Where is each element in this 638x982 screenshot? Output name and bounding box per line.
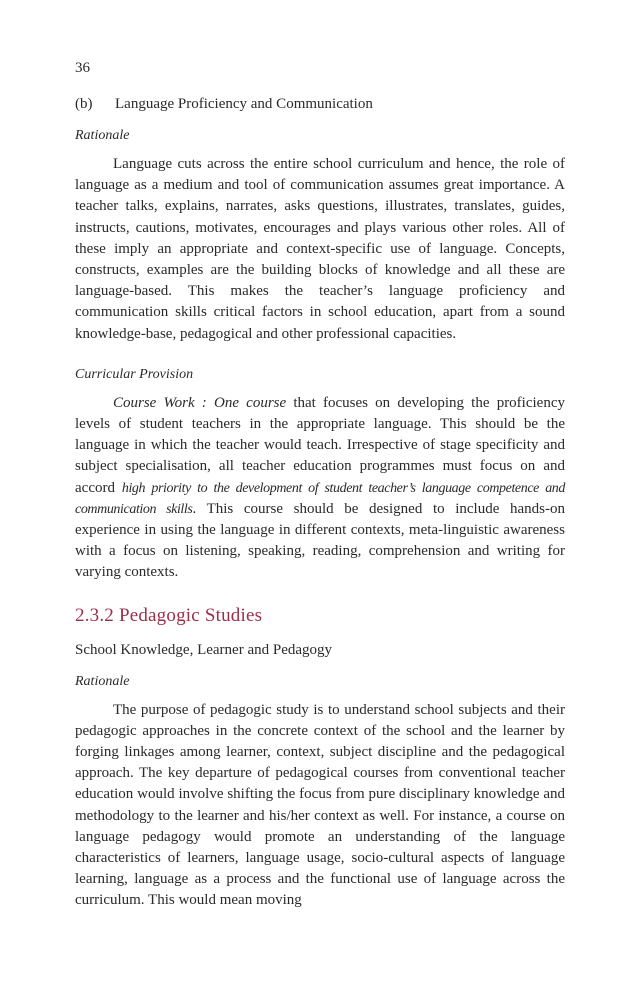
page-number: 36	[75, 60, 90, 76]
document-page	[75, 58, 565, 932]
rationale-paragraph: Language cuts across the entire school curriculum and hence, the role of language as a medium and tool of communication assumes great importance. A teacher talks, explains, narrates, asks questions, illustrates, translates, guides, instructs, cautions, motivates, encourages and plays various other roles. All of these imply an appropriate and context-specific use of language. Concepts, constructs, examples are the building blocks of knowledge and all these are language-based. This makes the teacher’s language proficiency and communication skills critical factors in school education, apart from a sound knowledge-base, pedagogical and other professional capacities.	[75, 156, 565, 342]
provision-text-part2: . This course should be designed to include hands-on experience in using the language in different contexts, meta-linguistic awareness with a focus on listening, speaking, reading, comprehension and writing for varying contexts.	[75, 500, 565, 581]
provision-emphasis: high priority to the development of student teacher’s language competence and communication skills	[75, 480, 565, 517]
curricular-provision-paragraph	[75, 393, 565, 584]
curricular-provision-label: Curricular Provision	[75, 366, 194, 382]
provision-text-part1: that focuses on developing the proficiency levels of student teachers in the appropriate language. This should be the language in which the teacher would teach. Irrespective of stage specificity and subject specialisation, all teacher education programmes must focus on and accord	[75, 394, 565, 496]
rationale-paragraph-2: The purpose of pedagogic study is to understand school subjects and their pedagogic approaches in the concrete context of the school and the learner by forging linkages among learner, context, subject discipline and the pedagogical approach. The key departure of pedagogical courses from conventional teacher education would involve shifting the focus from pure disciplinary knowledge and methodology to the learner and his/her context as well. For instance, a course on language pedagogy would promote an understanding of the language characteristics of learners, language usage, socio-cultural aspects of language learning, language as a process and the functional use of language across the curriculum. This would mean moving	[75, 701, 565, 909]
section-subtitle: School Knowledge, Learner and Pedagogy	[75, 641, 333, 658]
section-marker: (b)	[75, 96, 93, 112]
rationale-label: Rationale	[75, 128, 130, 143]
section-title: Language Proficiency and Communication	[115, 96, 373, 112]
section-heading-232: 2.3.2 Pedagogic Studies	[75, 604, 263, 626]
course-work-label: Course Work : One course	[113, 394, 287, 411]
section-heading-b	[75, 94, 565, 114]
rationale-label-2: Rationale	[75, 673, 130, 689]
